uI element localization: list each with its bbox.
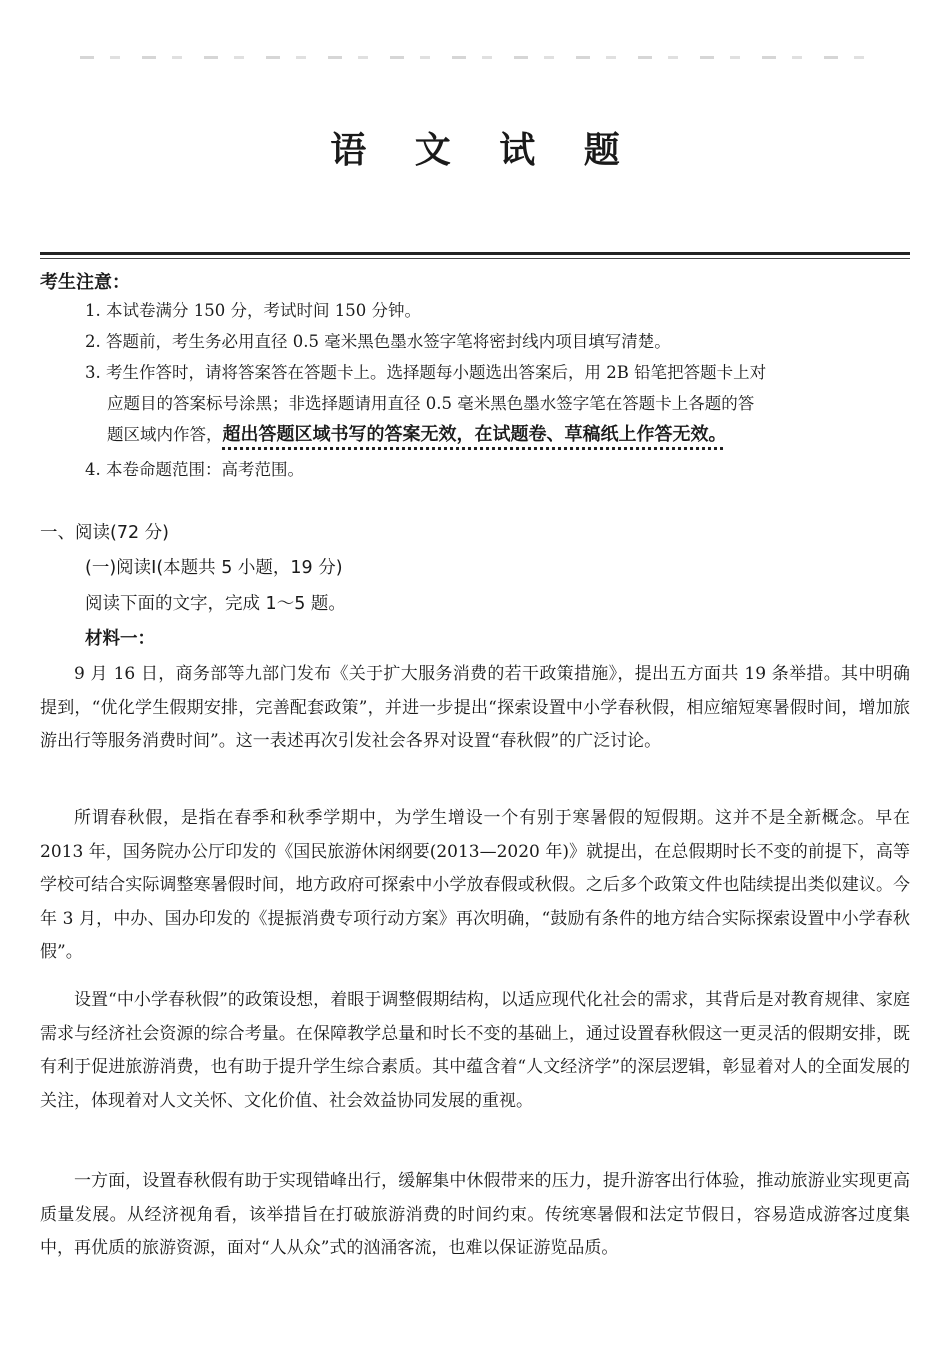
notice-item-1: 1. 本试卷满分 150 分，考试时间 150 分钟。 [85,301,421,320]
title-rule-thick [40,252,910,255]
paragraph-1: 9 月 16 日，商务部等九部门发布《关于扩大服务消费的若干政策措施》，提出五方面共 19 条举措。其中明确提到，“优化学生假期安排，完善配套政策”，并进一步提出“探索设置中小学春秋假，相应缩短寒暑假时间，增加旅游出行等服务消费时间”。这一表述再次引发社会各界对设置“春秋假”的广泛讨论。 [40,664,910,751]
page-title: 语 文 试 题 [330,130,638,171]
section-heading: 一、阅读(72 分) [40,523,169,543]
notice-emphasis-text: 超出答题区域书写的答案无效，在试题卷、草稿纸上作答无效。 [222,424,727,445]
material-label: 材料一： [85,629,155,649]
notice-item-3-line-2: 应题目的答案标号涂黑；非选择题请用直径 0.5 毫米黑色墨水签字笔在答题卡上各题的答 [107,394,755,413]
notice-item-4: 4. 本卷命题范围：高考范围。 [85,460,304,479]
notice-item-3-line-1: 3. 考生作答时，请将答案答在答题卡上。选择题每小题选出答案后，用 2B 铅笔把答题卡上对 [85,363,767,382]
title-rule-thin [40,258,910,259]
notice-item-2: 2. 答题前，考生务必用直径 0.5 毫米黑色墨水签字笔将密封线内项目填写清楚。 [85,332,671,351]
paragraph-4: 一方面，设置春秋假有助于实现错峰出行，缓解集中休假带来的压力，提升游客出行体验，推动旅游业实现更高质量发展。从经济视角看，该举措旨在打破旅游消费的时间约束。传统寒暑假和法定节假日，容易造成游客过度集中，再优质的旅游资源，面对“人从众”式的汹涌客流，也难以保证游览品质。 [40,1171,910,1258]
paragraph-2: 所谓春秋假，是指在春季和秋季学期中，为学生增设一个有别于寒暑假的短假期。这并不是全新概念。早在 2013 年，国务院办公厅印发的《国民旅游休闲纲要(2013—2020 年)》就提出，在总假期时长不变的前提下，高等学校可结合实际调整寒暑假时间，地方政府可探索中小学放春假或秋假。之后多个政策文件也陆续提出类似建议。今年 3 月，中办、国办印发的《提振消费专项行动方案》再次明确，“鼓励有条件的地方结合实际探索设置中小学春秋假”。 [40,808,910,962]
notice-item-3-line-3 [85,419,932,450]
reading-instruction: 阅读下面的文字，完成 1～5 题。 [85,594,346,614]
notice-item-3-prefix: 题区域内作答， [107,425,223,444]
sub-section-heading: (一)阅读Ⅰ(本题共 5 小题，19 分) [85,558,343,578]
notice-heading: 考生注意： [40,272,130,293]
paragraph-3: 设置“中小学春秋假”的政策设想，着眼于调整假期结构，以适应现代化社会的需求，其背后是对教育规律、家庭需求与经济社会资源的综合考量。在保障教学总量和时长不变的基础上，通过设置春秋假这一更灵活的假期安排，既有利于促进旅游消费，也有助于提升学生综合素质。其中蕴含着“人文经济学”的深层逻辑，彰显着对人的全面发展的关注，体现着对人文关怀、文化价值、社会效益协同发展的重视。 [40,990,910,1111]
header-scan-artifact [80,56,870,59]
